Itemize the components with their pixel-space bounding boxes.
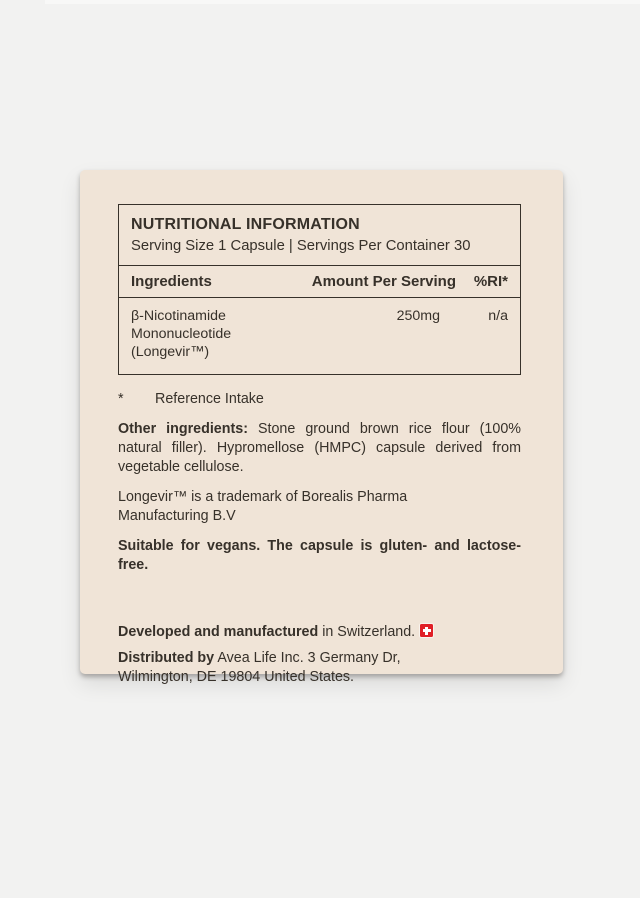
nutrition-table: [118, 204, 521, 375]
ingredient-name: β-Nicotinamide Mononucleotide (Longevir™): [131, 308, 232, 360]
column-header-ri: %RI*: [473, 273, 508, 290]
swiss-flag-icon: [420, 624, 433, 637]
ingredient-ri-value: n/a: [488, 308, 508, 324]
footnote-asterisk: *: [118, 391, 124, 407]
vegan-note: Suitable for vegans. The capsule is gluten- and lactose-free.: [118, 538, 521, 573]
manufactured-label: Developed and manufactured: [118, 624, 319, 640]
ingredient-amount: 250mg: [396, 308, 440, 324]
nutrition-label-card: [80, 170, 563, 685]
table-header-row: [119, 265, 520, 297]
trademark-paragraph: [118, 488, 521, 526]
other-ingredients-text: Stone ground brown rice flour (100% natural filler). Hypromellose (HMPC) capsule derived from vegetable cellulose.: [118, 421, 521, 475]
footnote-text: Reference Intake: [155, 391, 264, 407]
trademark-line2: Manufacturing B.V: [118, 508, 236, 524]
table-title: NUTRITIONAL INFORMATION: [131, 216, 360, 233]
column-header-ingredients: Ingredients: [131, 273, 212, 290]
distributed-address-line1: Avea Life Inc. 3 Germany Dr,: [217, 650, 401, 666]
manufactured-paragraph: [118, 623, 521, 642]
manufactured-text: in Switzerland.: [322, 624, 416, 640]
other-ingredients-paragraph: [118, 420, 521, 477]
distributed-label: Distributed by: [118, 650, 215, 666]
distributed-paragraph: [118, 649, 521, 687]
reference-intake-footnote: [118, 390, 521, 409]
table-row-ingredient: [119, 297, 520, 374]
column-header-amount-per-serving: Amount Per Serving: [311, 273, 456, 290]
top-highlight-strip: [45, 0, 640, 4]
distributed-address-line2: Wilmington, DE 19804 United States.: [118, 669, 355, 685]
serving-info: Serving Size 1 Capsule | Servings Per Container 30: [131, 238, 471, 254]
table-title-row: [119, 205, 520, 265]
distributed-line1: [118, 649, 521, 668]
trademark-line1: Longevir™ is a trademark of Borealis Pharma: [118, 489, 408, 505]
other-ingredients-label: Other ingredients:: [118, 421, 248, 437]
